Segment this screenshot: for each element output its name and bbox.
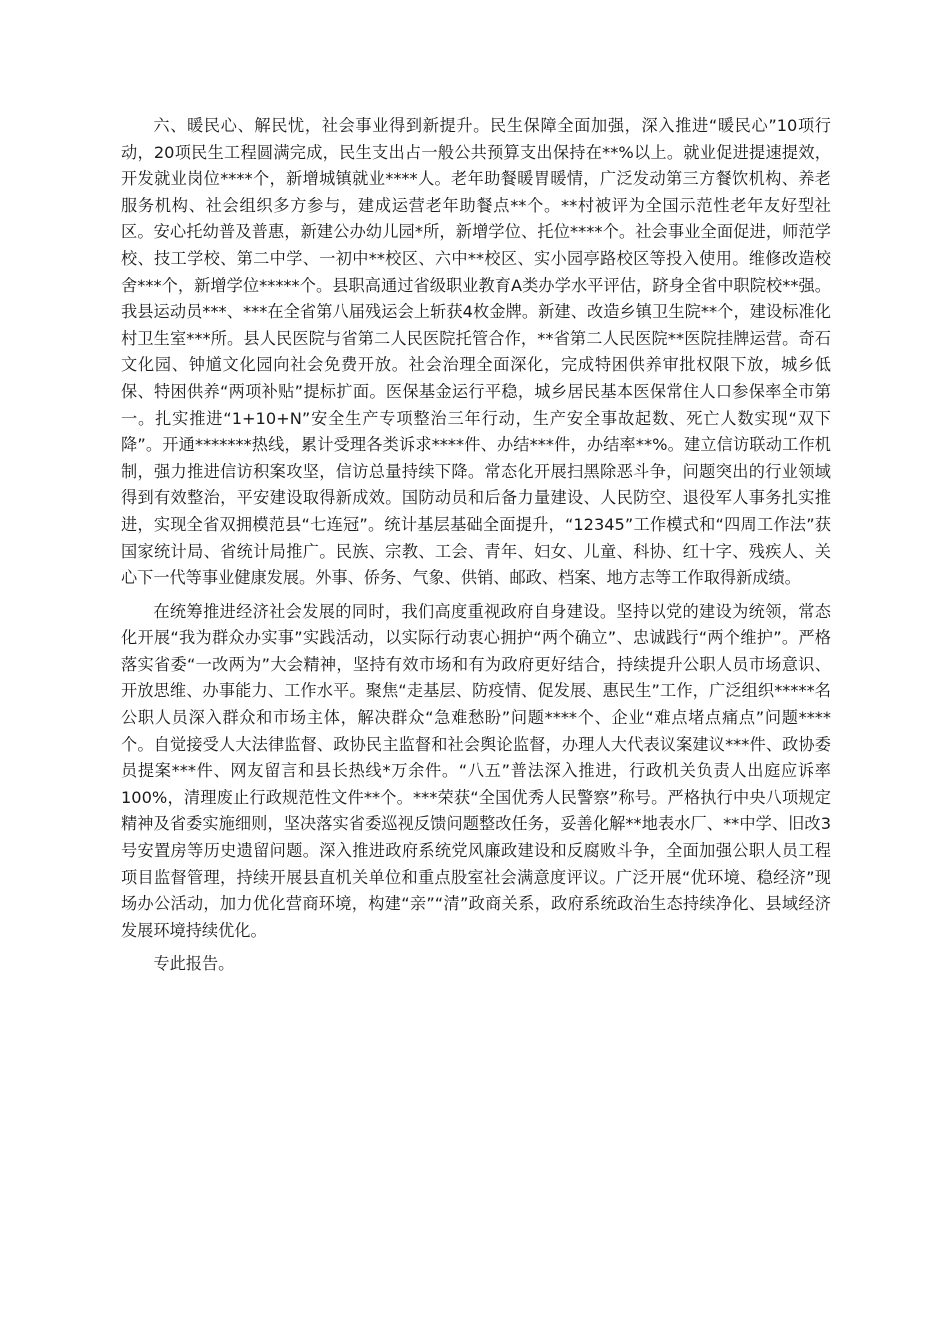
document-body xyxy=(121,113,831,978)
closing-line: 专此报告。 xyxy=(153,954,235,974)
paragraph-social-undertakings: 六、暖民心、解民忧，社会事业得到新提升。民生保障全面加强，深入推进“暖民心”10项行动，20项民生工程圆满完成，民生支出占一般公共预算支出保持在**%以上。就业促进提速提效，开发就业岗位****个，新增城镇就业****人。老年助餐暖胃暖情，广泛发动第三方餐饮机构、养老服务机构、社会组织多方参与，建成运营老年助餐点**个。**村被评为全国示范性老年友好型社区。安心托幼普及普惠，新建公办幼儿园*所，新增学位、托位****个。社会事业全面促进，师范学校、技工学校、第二中学、一初中**校区、六中**校区、实小园亭路校区等投入使用。维修改造校舍***个，新增学位*****个。县职高通过省级职业教育A类办学水平评估，跻身全省中职院校**强。我县运动员***、***在全省第八届残运会上斩获4枚金牌。新建、改造乡镇卫生院**个，建设标准化村卫生室***所。县人民医院与省第二人民医院托管合作，**省第二人民医院**医院挂牌运营。奇石文化园、钟馗文化园向社会免费开放。社会治理全面深化，完成特困供养审批权限下放，城乡低保、特困供养“两项补贴”提标扩面。医保基金运行平稳，城乡居民基本医保常住人口参保率全市第一。扎实推进“1+10+N”安全生产专项整治三年行动，生产安全事故起数、死亡人数实现“双下降”。开通*******热线，累计受理各类诉求****件、办结***件，办结率**%。建立信访联动工作机制，强力推进信访积案攻坚，信访总量持续下降。常态化开展扫黑除恶斗争，问题突出的行业领域得到有效整治，平安建设取得新成效。国防动员和后备力量建设、人民防空、退役军人事务扎实推进，实现全省双拥模范县“七连冠”。统计基层基础全面提升，“12345”工作模式和“四周工作法”获国家统计局、省统计局推广。民族、宗教、工会、青年、妇女、儿童、科协、红十字、残疾人、关心下一代等事业健康发展。外事、侨务、气象、供销、邮政、档案、地方志等工作取得新成绩。 xyxy=(121,116,831,588)
paragraph-government-building: 在统筹推进经济社会发展的同时，我们高度重视政府自身建设。坚持以党的建设为统领，常态化开展“我为群众办实事”实践活动，以实际行动衷心拥护“两个确立”、忠诚践行“两个维护”。严格落实省委“一改两为”大会精神，坚持有效市场和有为政府更好结合，持续提升公职人员市场意识、开放思维、办事能力、工作水平。聚焦“走基层、防疫情、促发展、惠民生”工作，广泛组织*****名公职人员深入群众和市场主体，解决群众“急难愁盼”问题****个、企业“难点堵点痛点”问题****个。自觉接受人大法律监督、政协民主监督和社会舆论监督，办理人大代表议案建议***件、政协委员提案***件、网友留言和县长热线*万余件。“八五”普法深入推进，行政机关负责人出庭应诉率100%，清理废止行政规范性文件**个。***荣获“全国优秀人民警察”称号。严格执行中央八项规定精神及省委实施细则，坚决落实省委巡视反馈问题整改任务，妥善化解**地表水厂、**中学、旧改3号安置房等历史遗留问题。深入推进政府系统党风廉政建设和反腐败斗争，全面加强公职人员工程项目监督管理，持续开展县直机关单位和重点股室社会满意度评议。广泛开展“优环境、稳经济”现场办公活动，加力优化营商环境，构建“亲”“清”政商关系，政府系统政治生态持续净化、县域经济发展环境持续优化。 xyxy=(121,601,831,940)
